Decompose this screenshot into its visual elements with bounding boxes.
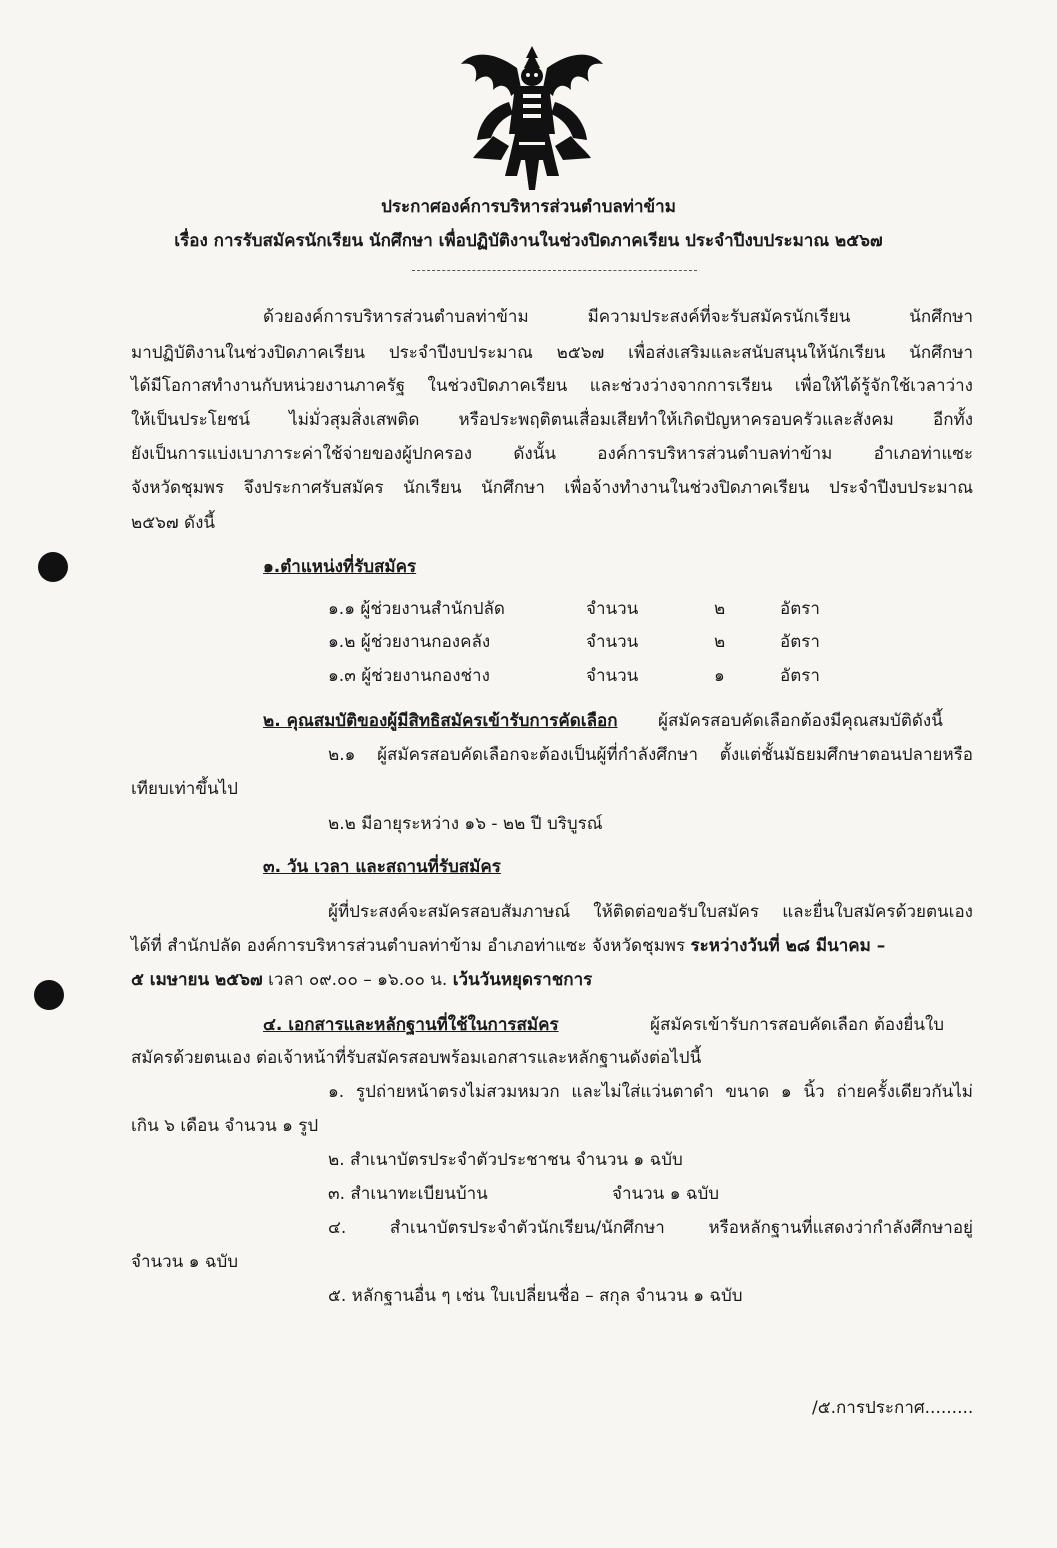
section-1-heading: ๑.ตำแหน่งที่รับสมัคร (263, 557, 417, 577)
document-4-line-2: จำนวน ๑ ฉบับ (131, 1252, 239, 1272)
intro-line-6: จังหวัดชุมพร จึงประกาศรับสมัคร นักเรียน นักศึกษา เพื่อจ้างทำงานในช่วงปิดภาคเรียน ประจำปีงบประมาณ (131, 478, 973, 498)
punch-hole (38, 552, 68, 582)
position-count-label: จำนวน (586, 666, 639, 686)
section-3-heading: ๓. วัน เวลา และสถานที่รับสมัคร (263, 857, 501, 877)
header-divider (412, 270, 697, 271)
document-2: ๒. สำเนาบัตรประจำตัวประชาชน จำนวน ๑ ฉบับ (328, 1150, 683, 1170)
intro-line-3: ได้มีโอกาสทำงานกับหน่วยงานภาครัฐ ในช่วงปิดภาคเรียน และช่วงว่างจากการเรียน เพื่อให้ได้รู้จักใช้เวลาว่าง (131, 376, 973, 396)
section-4-heading-tail: ผู้สมัครเข้ารับการสอบคัดเลือก ต้องยื่นใบ (650, 1015, 945, 1035)
section-2-heading: ๒. คุณสมบัติของผู้มีสิทธิสมัครเข้ารับการคัดเลือก (263, 711, 618, 731)
position-unit: อัตรา (780, 632, 820, 652)
page-continuation: /๕.การประกาศ......... (812, 1398, 974, 1418)
position-count: ๒ (714, 599, 726, 619)
position-name: ๑.๑ ผู้ช่วยงานสำนักปลัด (328, 599, 505, 619)
position-name: ๑.๓ ผู้ช่วยงานกองช่าง (328, 666, 490, 686)
intro-line-2: มาปฏิบัติงานในช่วงปิดภาคเรียน ประจำปีงบประมาณ ๒๕๖๗ เพื่อส่งเสริมและสนับสนุนให้นักเรียน นักศึกษา (131, 343, 973, 363)
qualification-2: ๒.๒ มีอายุระหว่าง ๑๖ - ๒๒ ปี บริบูรณ์ (328, 814, 603, 834)
section-4-heading: ๔. เอกสารและหลักฐานที่ใช้ในการสมัคร (263, 1015, 559, 1035)
intro-line-5: ยังเป็นการแบ่งเบาภาระค่าใช้จ่ายของผู้ปกครอง ดังนั้น องค์การบริหารส่วนตำบลท่าข้าม อำเภอท่าแซะ (131, 444, 973, 464)
qualification-1-line-2: เทียบเท่าขึ้นไป (131, 779, 238, 799)
document-3-name: ๓. สำเนาทะเบียนบ้าน (328, 1184, 488, 1204)
application-info-line-1: ผู้ที่ประสงค์จะสมัครสอบสัมภาษณ์ ให้ติดต่อขอรับใบสมัคร และยื่นใบสมัครด้วยตนเอง (328, 902, 973, 922)
document-1-line-1: ๑. รูปถ่ายหน้าตรงไม่สวมหมวก และไม่ใส่แว่นตาดำ ขนาด ๑ นิ้ว ถ่ายครั้งเดียวกันไม่ (328, 1082, 973, 1102)
intro-line-4: ให้เป็นประโยชน์ ไม่มั่วสุมสิ่งเสพติด หรือประพฤติตนเสื่อมเสียทำให้เกิดปัญหาครอบครัวและสังคม อีกทั้ง (131, 410, 973, 430)
position-count-label: จำนวน (586, 632, 639, 652)
position-count-label: จำนวน (586, 599, 639, 619)
section-2-heading-tail: ผู้สมัครสอบคัดเลือกต้องมีคุณสมบัติดังนี้ (658, 711, 943, 731)
position-count: ๑ (714, 666, 725, 686)
position-count: ๒ (714, 632, 726, 652)
application-info-line-3: ๕ เมษายน ๒๕๖๗ เวลา ๐๙.๐๐ – ๑๖.๐๐ น. เว้นวันหยุดราชการ (131, 970, 593, 990)
document-4-line-1: ๔. สำเนาบัตรประจำตัวนักเรียน/นักศึกษา หรือหลักฐานที่แสดงว่ากำลังศึกษาอยู่ (328, 1218, 973, 1238)
section-4-line-2: สมัครด้วยตนเอง ต่อเจ้าหน้าที่รับสมัครสอบพร้อมเอกสารและหลักฐานดังต่อไปนี้ (131, 1048, 702, 1068)
position-unit: อัตรา (780, 666, 820, 686)
document-3-count: จำนวน ๑ ฉบับ (612, 1184, 720, 1204)
document-1-line-2: เกิน ๖ เดือน จำนวน ๑ รูป (131, 1116, 319, 1136)
intro-line-7: ๒๕๖๗ ดังนี้ (131, 513, 216, 533)
garuda-emblem-icon (455, 42, 610, 192)
announcement-title: ประกาศองค์การบริหารส่วนตำบลท่าข้าม (381, 197, 676, 217)
document-5: ๕. หลักฐานอื่น ๆ เช่น ใบเปลี่ยนชื่อ – สกุล จำนวน ๑ ฉบับ (328, 1286, 743, 1306)
qualification-1-line-1: ๒.๑ ผู้สมัครสอบคัดเลือกจะต้องเป็นผู้ที่กำลังศึกษา ตั้งแต่ชั้นมัธยมศึกษาตอนปลายหรือ (328, 745, 973, 765)
application-info-line-2: ได้ที่ สำนักปลัด องค์การบริหารส่วนตำบลท่าข้าม อำเภอท่าแซะ จังหวัดชุมพร ระหว่างวันที่ ๒๘ มีนาคม – (131, 936, 886, 956)
punch-hole (34, 980, 64, 1010)
position-unit: อัตรา (780, 599, 820, 619)
position-name: ๑.๒ ผู้ช่วยงานกองคลัง (328, 632, 491, 652)
announcement-subject: เรื่อง การรับสมัครนักเรียน นักศึกษา เพื่อปฏิบัติงานในช่วงปิดภาคเรียน ประจำปีงบประมาณ ๒๕๖๗ (174, 231, 883, 251)
intro-line-1: ด้วยองค์การบริหารส่วนตำบลท่าข้าม มีความประสงค์ที่จะรับสมัครนักเรียน นักศึกษา (263, 307, 973, 327)
